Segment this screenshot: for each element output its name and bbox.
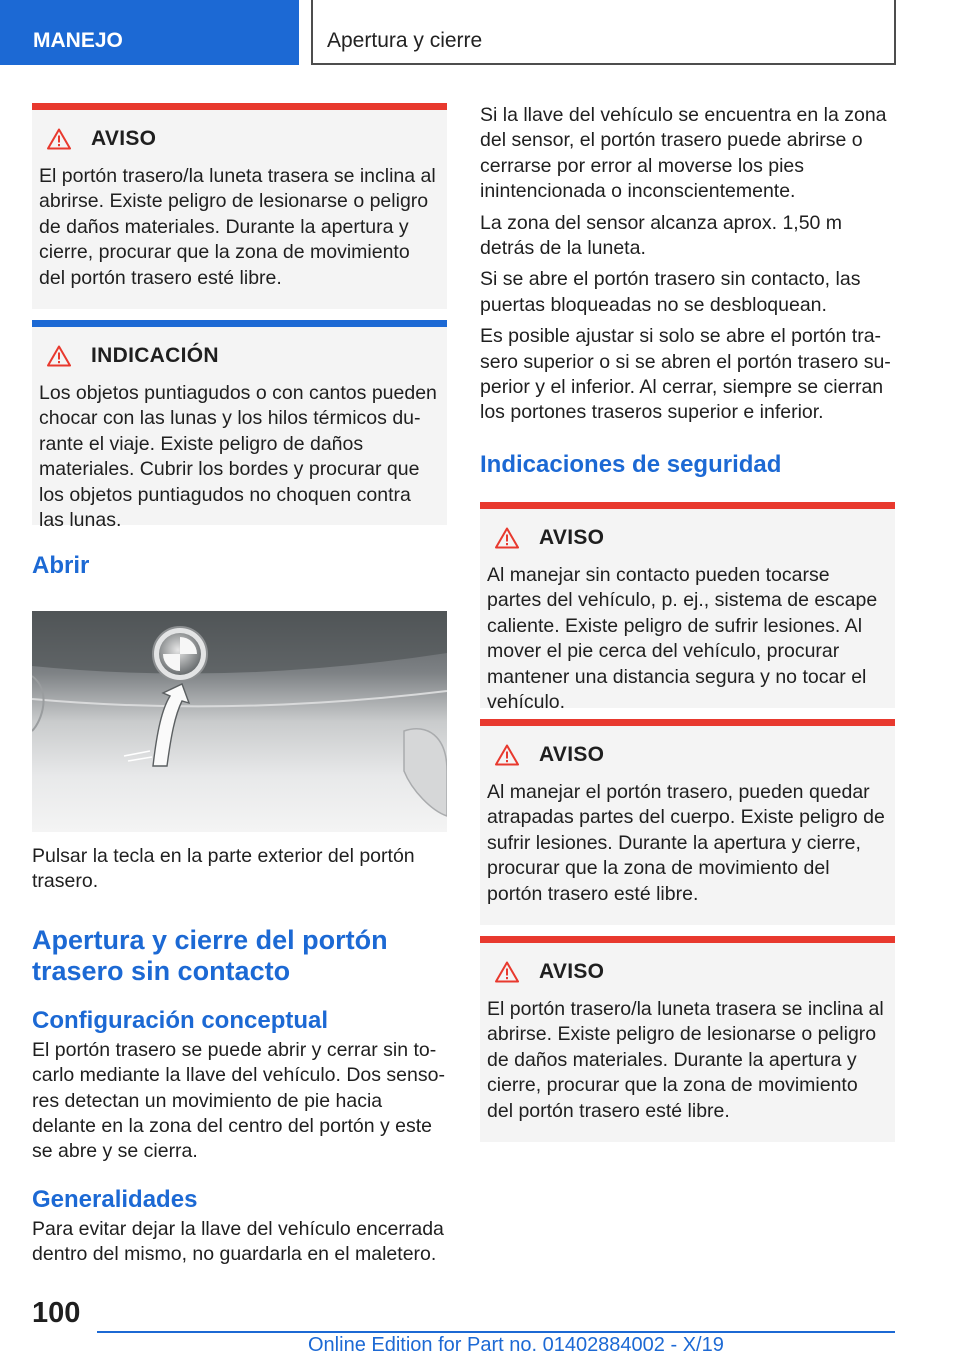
- notice-title: AVISO: [539, 959, 605, 983]
- warning-notice-tilt: [480, 936, 895, 1142]
- warning-triangle-icon: [495, 744, 519, 766]
- footer-edition-link[interactable]: Online Edition for Part no. 01402884002 - X/19: [308, 1334, 724, 1356]
- figure-caption: Pulsar la tecla en la parte exterior del portón trasero.: [32, 845, 415, 893]
- notice-title: AVISO: [539, 742, 605, 766]
- footer-divider: [97, 1331, 895, 1333]
- notice-text: Al manejar sin contacto pueden tocarse partes del vehículo, p. ej., sistema de escape caliente. Existe peligro de sufrir lesiones. Al mover el pie cerca del vehículo, procurar mantener una distancia segura y no tocar el vehículo.: [487, 563, 878, 713]
- notice-text: Los objetos puntiagudos o con cantos pueden chocar con las lunas y los hilos térmicos durante el viaje. Existe peligro de daños materiales. Cubrir los bordes y procurar que los objetos puntiagudos no choquen contra las lunas.: [39, 382, 437, 532]
- heading-abrir: Abrir: [32, 552, 90, 579]
- left-column: [32, 103, 447, 1268]
- notice-text: El portón trasero/la luneta trasera se inclina al abrirse. Existe peligro de lesionarse o peligro de daños materiales. Durante la apertura y cierre, procurar que la zona de movimiento del portón trasero esté libre.: [487, 997, 884, 1122]
- warning-triangle-icon: [47, 345, 71, 367]
- notice-text: Al manejar el portón trasero, pueden quedar atrapadas partes del cuerpo. Existe peligro de sufrir lesiones. Durante la apertura y cierre, procurar que la zona de movimiento del portón trasero esté libre.: [487, 780, 885, 905]
- warning-triangle-icon: [495, 527, 519, 549]
- notice-text: El portón trasero/la luneta trasera se inclina al abrirse. Existe peligro de lesionarse o peligro de daños materiales. Durante la apertura y cierre, procurar que la zona de movimiento del portón trasero esté libre.: [39, 165, 436, 289]
- heading-safety: Indicaciones de seguridad: [480, 450, 782, 478]
- notice-title: AVISO: [91, 127, 157, 150]
- tailgate-button-figure: [32, 611, 447, 832]
- concept-text: El portón trasero se puede abrir y cerrar sin tocarlo mediante la llave del vehículo. Dos sensores detectan un movimiento de pie hacia delante en la zona del centro del portón y este se abre y se cierra.: [32, 1038, 445, 1163]
- paragraph-setting: Es posible ajustar si solo se abre el portón trasero superior o si se abren el portón trasero superior y el inferior. Al cerrar, siempre se cierran los portones traseros superior e inferior.: [480, 325, 891, 424]
- header-page-title: Apertura y cierre: [311, 0, 896, 65]
- notice-header: [487, 726, 887, 780]
- paragraph-range: La zona del sensor alcanza aprox. 1,50 m detrás de la luneta.: [480, 211, 843, 260]
- paragraph-unlock: Si se abre el portón trasero sin contacto, las puertas bloqueadas no se desbloquean.: [480, 268, 861, 316]
- general-text: Para evitar dejar la llave del vehículo encerrada dentro del mismo, no guardarla en el maletero.: [32, 1217, 444, 1266]
- notice-header: [39, 110, 439, 164]
- warning-notice-tailgate: [32, 103, 447, 309]
- warning-notice-trapping: [480, 719, 895, 925]
- warning-triangle-icon: [47, 128, 71, 150]
- warning-notice-contactless: [480, 502, 895, 713]
- notice-header: [487, 509, 887, 563]
- paragraph-sensor: Si la llave del vehículo se encuentra en la zona del sensor, el portón trasero puede abrirse o cerrarse por error al moverse los pies inintencionada o inconscientemente.: [480, 104, 887, 203]
- warning-triangle-icon: [495, 961, 519, 983]
- heading-general: Generalidades: [32, 1185, 198, 1213]
- notice-title: AVISO: [539, 525, 605, 549]
- right-column: [480, 103, 895, 1142]
- info-notice-objects: [32, 320, 447, 532]
- header-section-tab: MANEJO: [0, 0, 299, 65]
- page-number: 100: [32, 1297, 81, 1329]
- tailgate-illustration: [32, 611, 447, 832]
- notice-title: INDICACIÓN: [91, 344, 219, 367]
- heading-concept: Configuración conceptual: [32, 1006, 329, 1034]
- heading-contactless: Apertura y cierre del portón trasero sin contacto: [32, 924, 388, 986]
- notice-header: [487, 943, 887, 997]
- notice-header: [39, 327, 439, 381]
